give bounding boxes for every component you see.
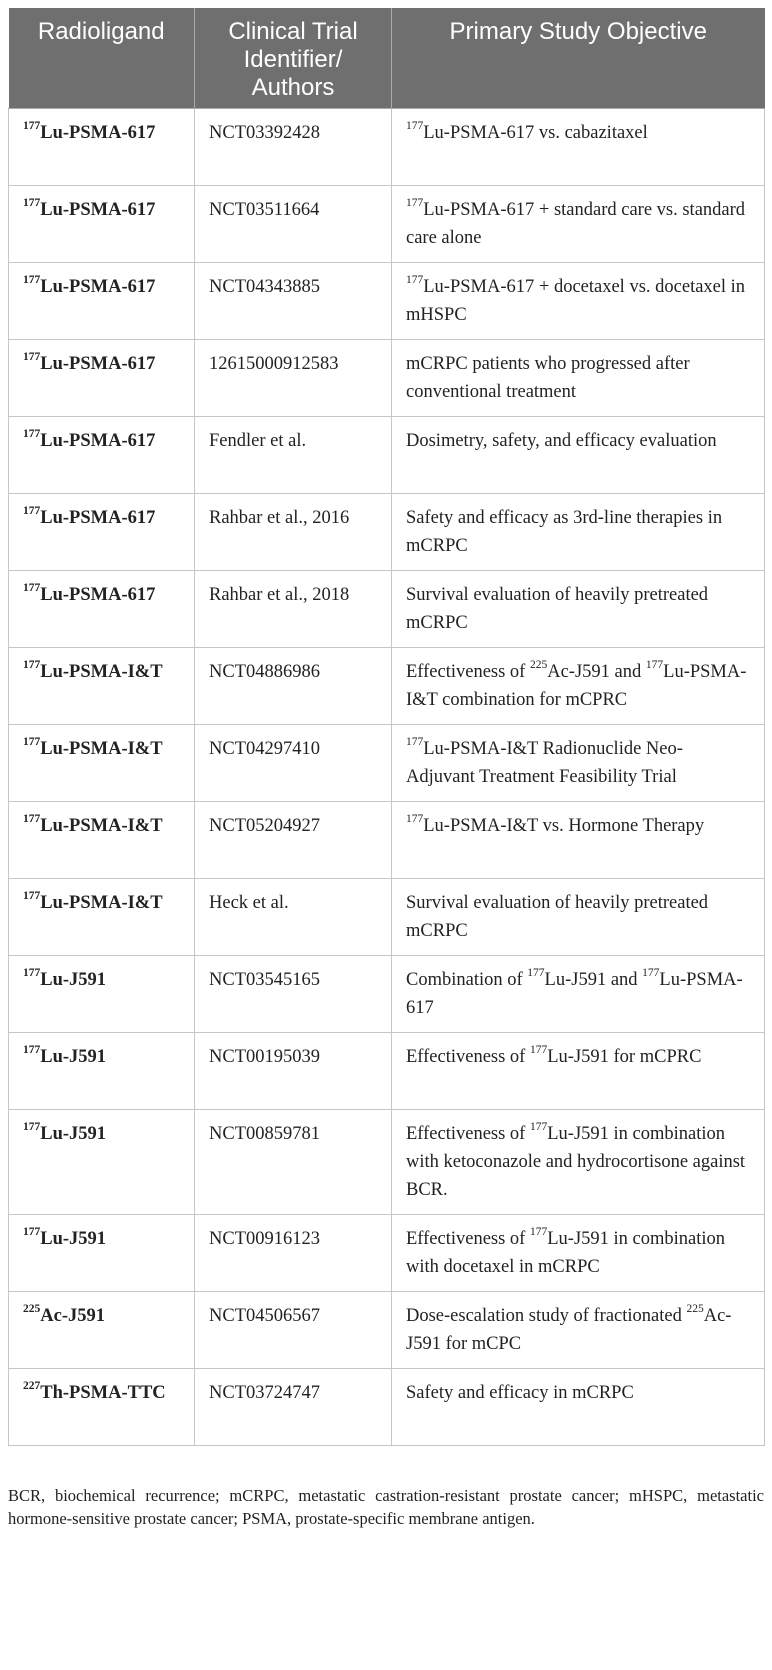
isotope-mass-number: 177 [23,428,41,441]
radioligand-cell [9,185,195,262]
objective-text: mCRPC patients who progressed after conventional treatment [406,353,690,402]
isotope-mass-number: 177 [23,1121,41,1134]
radioligand-name: Lu-J591 [40,969,107,990]
table-header-row [9,8,765,108]
isotope-mass-number: 177 [406,736,424,749]
study-objective-cell [392,1368,765,1445]
radioligand-cell [9,570,195,647]
objective-text: Lu-J591 for mCPRC [547,1046,702,1067]
isotope-mass-number: 177 [23,890,41,903]
radioligand-name: Lu-PSMA-I&T [40,661,163,682]
objective-text: Ac-J591 and [547,661,646,682]
radioligand-cell [9,1291,195,1368]
isotope-mass-number: 177 [527,967,545,980]
trial-identifier-cell: Rahbar et al., 2018 [195,570,392,647]
table-row [9,1109,765,1214]
trial-identifier-cell: NCT04297410 [195,724,392,801]
isotope-mass-number: 225 [686,1303,704,1316]
isotope-mass-number: 177 [23,1044,41,1057]
study-objective-cell [392,878,765,955]
table-row [9,339,765,416]
table-row [9,955,765,1032]
table-footnote: BCR, biochemical recurrence; mCRPC, metastatic castration-resistant prostate cancer; mHSPC, metastatic hormone-sensitive prostate cancer; PSMA, prostate-specific membrane antigen. [8,1486,764,1528]
trial-identifier-cell: NCT04886986 [195,647,392,724]
table-row [9,801,765,878]
isotope-mass-number: 177 [529,1226,548,1239]
study-objective-cell [392,724,765,801]
radioligand-name: Ac-J591 [40,1305,105,1326]
table-row [9,878,765,955]
radioligand-name: Lu-J591 [40,1123,107,1144]
radioligand-cell [9,108,195,185]
trial-identifier-cell: Rahbar et al., 2016 [195,493,392,570]
objective-text: Lu-PSMA-617 [406,969,743,1018]
header-radioligand: Radioligand [9,8,195,108]
objective-text: Lu-J591 in combination with docetaxel in mCRPC [406,1228,726,1277]
trial-identifier-cell: NCT03511664 [195,185,392,262]
table-row [9,493,765,570]
radioligand-cell [9,878,195,955]
table-row [9,570,765,647]
study-objective-cell [392,493,765,570]
objective-text: Survival evaluation of heavily pretreated mCRPC [406,892,709,941]
table-row [9,1368,765,1445]
trial-identifier-cell: Heck et al. [195,878,392,955]
isotope-mass-number: 177 [406,120,424,133]
radioligand-name: Lu-J591 [40,1046,107,1067]
study-objective-cell [392,955,765,1032]
radioligand-cell [9,1214,195,1291]
radioligand-cell [9,262,195,339]
radioligand-name: Lu-PSMA-617 [40,584,156,605]
study-objective-cell [392,647,765,724]
table-row [9,1032,765,1109]
objective-text: Lu-J591 in combination with ketoconazole and hydrocortisone against BCR. [406,1123,746,1200]
radioligand-trials-table [8,8,765,1446]
radioligand-name: Lu-PSMA-617 [40,199,156,220]
study-objective-cell [392,1291,765,1368]
radioligand-name: Lu-PSMA-617 [40,276,156,297]
isotope-mass-number: 225 [23,1303,41,1316]
trial-identifier-cell: NCT00859781 [195,1109,392,1214]
objective-text: Dose-escalation study of fractionated [406,1305,687,1326]
trial-identifier-cell: NCT04506567 [195,1291,392,1368]
trial-identifier-cell: NCT04343885 [195,262,392,339]
radioligand-name: Th-PSMA-TTC [40,1382,166,1403]
table-row [9,1291,765,1368]
table-body [9,108,765,1445]
objective-text: Dosimetry, safety, and efficacy evaluation [406,430,717,451]
study-objective-cell [392,416,765,493]
objective-text: Lu-PSMA-617 + standard care vs. standard care alone [406,199,746,248]
isotope-mass-number: 177 [23,274,41,287]
radioligand-name: Lu-PSMA-617 [40,122,156,143]
radioligand-name: Lu-PSMA-617 [40,430,156,451]
trial-identifier-cell: NCT00195039 [195,1032,392,1109]
radioligand-name: Lu-PSMA-I&T [40,815,163,836]
table-row [9,647,765,724]
trial-identifier-cell: NCT03545165 [195,955,392,1032]
isotope-mass-number: 225 [529,659,548,672]
radioligand-name: Lu-J591 [40,1228,107,1249]
objective-text: Effectiveness of [406,1046,530,1067]
objective-text: Lu-PSMA-617 vs. cabazitaxel [423,122,648,143]
isotope-mass-number: 177 [529,1044,548,1057]
radioligand-cell [9,955,195,1032]
study-objective-cell [392,570,765,647]
study-objective-cell [392,1109,765,1214]
radioligand-cell [9,416,195,493]
study-objective-cell [392,262,765,339]
objective-text: Lu-PSMA-I&T Radionuclide Neo-Adjuvant Treatment Feasibility Trial [406,738,683,787]
objective-text: Lu-J591 and [544,969,643,990]
radioligand-cell [9,1368,195,1445]
table-row [9,416,765,493]
isotope-mass-number: 177 [23,736,41,749]
objective-text: Effectiveness of [406,1228,530,1249]
table-row [9,1214,765,1291]
trial-identifier-cell: NCT03392428 [195,108,392,185]
objective-text: Ac-J591 for mCPC [406,1305,732,1354]
isotope-mass-number: 177 [642,967,660,980]
radioligand-cell [9,1109,195,1214]
isotope-mass-number: 177 [529,1121,548,1134]
radioligand-cell [9,724,195,801]
radioligand-cell [9,801,195,878]
header-trial-identifier: Clinical Trial Identifier/ Authors [195,8,392,108]
study-objective-cell [392,185,765,262]
objective-text: Safety and efficacy as 3rd-line therapies in mCRPC [406,507,723,556]
header-study-objective: Primary Study Objective [392,8,765,108]
radioligand-name: Lu-PSMA-I&T [40,738,163,759]
study-objective-cell [392,1032,765,1109]
objective-text: Lu-PSMA-I&T combination for mCPRC [406,661,747,710]
objective-text: Lu-PSMA-I&T vs. Hormone Therapy [423,815,705,836]
trial-identifier-cell: NCT00916123 [195,1214,392,1291]
isotope-mass-number: 177 [406,813,424,826]
isotope-mass-number: 177 [23,505,41,518]
radioligand-cell [9,493,195,570]
table-row [9,724,765,801]
isotope-mass-number: 177 [23,197,41,210]
isotope-mass-number: 177 [406,274,424,287]
objective-text: Combination of [406,969,528,990]
isotope-mass-number: 177 [23,1226,41,1239]
objective-text: Safety and efficacy in mCRPC [406,1382,634,1403]
trial-identifier-cell: NCT03724747 [195,1368,392,1445]
isotope-mass-number: 177 [406,197,424,210]
study-objective-cell [392,339,765,416]
isotope-mass-number: 227 [23,1380,41,1393]
trial-identifier-cell: NCT05204927 [195,801,392,878]
table-row [9,262,765,339]
radioligand-name: Lu-PSMA-I&T [40,892,163,913]
isotope-mass-number: 177 [23,582,41,595]
table-row [9,185,765,262]
isotope-mass-number: 177 [23,120,41,133]
isotope-mass-number: 177 [23,351,41,364]
study-objective-cell [392,108,765,185]
isotope-mass-number: 177 [23,659,41,672]
isotope-mass-number: 177 [23,967,41,980]
isotope-mass-number: 177 [23,813,41,826]
radioligand-name: Lu-PSMA-617 [40,507,156,528]
trial-identifier-cell: 12615000912583 [195,339,392,416]
objective-text: Effectiveness of [406,661,530,682]
isotope-mass-number: 177 [645,659,664,672]
study-objective-cell [392,1214,765,1291]
objective-text: Lu-PSMA-617 + docetaxel vs. docetaxel in mHSPC [406,276,746,325]
objective-text: Survival evaluation of heavily pretreated mCRPC [406,584,709,633]
study-objective-cell [392,801,765,878]
radioligand-name: Lu-PSMA-617 [40,353,156,374]
table-row [9,108,765,185]
objective-text: Effectiveness of [406,1123,530,1144]
radioligand-cell [9,339,195,416]
trial-identifier-cell: Fendler et al. [195,416,392,493]
radioligand-cell [9,1032,195,1109]
radioligand-cell [9,647,195,724]
